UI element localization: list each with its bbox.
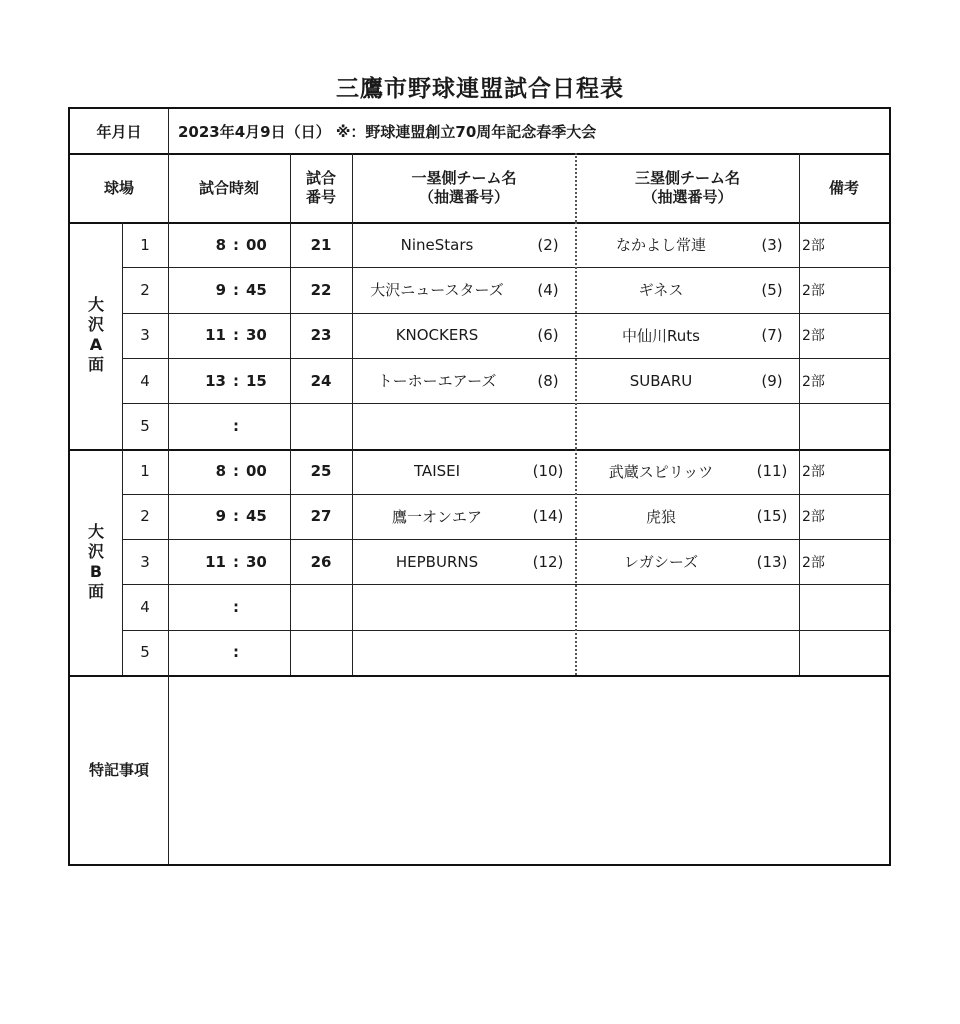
page-title: 三鷹市野球連盟試合日程表: [336, 76, 624, 102]
column-divider: [352, 222, 353, 449]
time-colon: :: [233, 416, 239, 435]
notes-content: [168, 675, 889, 864]
first-team-name: 鷹一オンエア: [391, 507, 482, 526]
header-first-team: [352, 153, 576, 222]
remarks: [802, 630, 882, 675]
first-team-name: トーホーエアーズ: [377, 372, 497, 391]
slot-number: 4: [140, 598, 150, 617]
game-number: [290, 584, 352, 629]
time-hour: 11: [205, 326, 226, 345]
time-colon: :: [233, 552, 239, 571]
third-team-name: なかよし常連: [615, 236, 706, 255]
first-team-name: [352, 584, 522, 629]
third-team-name: ギネス: [638, 281, 684, 300]
field-name-char: B: [89, 561, 103, 581]
header-third-team-line2: （抽選番号）: [642, 187, 733, 206]
time-minute: [246, 584, 286, 629]
first-team-name: [352, 630, 522, 675]
first-team-name: KNOCKERS: [395, 326, 479, 345]
remarks: 2部: [802, 373, 825, 390]
third-team-name: [576, 630, 746, 675]
date-value: 2023年4月9日（日） ※：野球連盟創立70周年記念春季大会: [178, 122, 597, 141]
time-colon: :: [233, 507, 239, 526]
first-team-name: HEPBURNS: [395, 552, 479, 571]
time-minute: 45: [246, 280, 267, 299]
team-separator: [575, 153, 577, 222]
third-team-draw: (11): [756, 462, 788, 481]
slot-number: 1: [140, 462, 150, 481]
column-divider: [290, 222, 291, 449]
time-hour: [178, 403, 226, 448]
field-name-char: A: [89, 335, 103, 355]
slot-number: 5: [140, 416, 150, 435]
time-minute: 00: [246, 235, 267, 254]
game-number: 24: [310, 371, 332, 390]
time-colon: :: [233, 462, 239, 481]
first-team-draw: (6): [537, 326, 559, 345]
first-team-draw: (8): [537, 371, 559, 390]
third-team-draw: (15): [756, 507, 788, 526]
first-team-draw: (2): [537, 235, 559, 254]
field-name: [70, 449, 122, 676]
remarks: 2部: [802, 282, 825, 299]
time-hour: [178, 630, 226, 675]
slot-number: 2: [140, 507, 150, 526]
game-number: 21: [310, 235, 332, 254]
remarks: 2部: [802, 554, 825, 571]
first-team-name: TAISEI: [413, 462, 461, 481]
slot-number: 4: [140, 371, 150, 390]
time-minute: [246, 403, 286, 448]
column-divider: [799, 449, 800, 676]
remarks: [802, 403, 882, 448]
time-hour: [178, 584, 226, 629]
time-colon: :: [233, 235, 239, 254]
time-minute: 45: [246, 507, 267, 526]
time-minute: 30: [246, 326, 267, 345]
first-team-draw: [520, 584, 576, 629]
time-minute: 30: [246, 552, 267, 571]
schedule-table: [68, 107, 891, 866]
first-team-draw: (14): [532, 507, 564, 526]
time-hour: 9: [215, 280, 226, 299]
field-name: [70, 222, 122, 449]
third-team-name: 武蔵スピリッツ: [608, 462, 714, 481]
time-colon: :: [233, 371, 239, 390]
header-time: 試合時刻: [198, 179, 259, 197]
first-team-draw: (12): [532, 552, 564, 571]
third-team-name: 中仙川Ruts: [622, 326, 700, 345]
time-colon: :: [233, 643, 239, 662]
third-team-draw: [744, 584, 800, 629]
slot-number: 3: [140, 552, 150, 571]
header-first-team-line1: 一塁側チーム名: [411, 168, 517, 187]
field-name-char: 大: [87, 521, 104, 541]
header-first-team-line2: （抽選番号）: [418, 187, 509, 206]
column-divider: [290, 449, 291, 676]
column-divider: [799, 153, 800, 222]
time-hour: 11: [205, 552, 226, 571]
third-team-draw: (13): [756, 552, 788, 571]
header-remarks: 備考: [828, 179, 859, 197]
column-divider: [290, 153, 291, 222]
time-minute: 00: [246, 462, 267, 481]
field-name-char: 面: [87, 581, 104, 601]
remarks: 2部: [802, 237, 825, 254]
first-team-draw: (4): [537, 280, 559, 299]
slot-number: 3: [140, 326, 150, 345]
game-number: 25: [310, 462, 332, 481]
slot-number: 5: [140, 643, 150, 662]
game-number: 23: [310, 326, 332, 345]
field-name-char: 沢: [87, 315, 104, 335]
first-team-draw: (10): [532, 462, 564, 481]
field-name-char: 沢: [87, 541, 104, 561]
game-number: 22: [310, 280, 332, 299]
time-colon: :: [233, 326, 239, 345]
game-number: 26: [310, 552, 332, 571]
third-team-draw: (7): [761, 326, 783, 345]
header-field: 球場: [103, 179, 134, 197]
time-minute: 15: [246, 371, 267, 390]
third-team-name: [576, 584, 746, 629]
first-team-name: NineStars: [400, 235, 474, 254]
remarks: [802, 584, 882, 629]
third-team-name: [576, 403, 746, 448]
column-divider: [352, 153, 353, 222]
slot-number: 2: [140, 280, 150, 299]
team-separator: [575, 449, 577, 676]
slot-number: 1: [140, 235, 150, 254]
time-hour: 9: [215, 507, 226, 526]
header-game-no-line1: 試合: [305, 168, 336, 187]
third-team-draw: [744, 630, 800, 675]
team-separator: [575, 222, 577, 449]
game-number: [290, 630, 352, 675]
header-game-no: [290, 153, 352, 222]
time-minute: [246, 630, 286, 675]
column-divider: [168, 153, 169, 222]
column-divider: [168, 109, 169, 153]
header-third-team: [576, 153, 799, 222]
third-team-draw: (9): [761, 371, 783, 390]
column-divider: [168, 449, 169, 676]
remarks: 2部: [802, 328, 825, 345]
time-hour: 13: [205, 371, 226, 390]
header-game-no-line2: 番号: [305, 187, 336, 206]
third-team-name: SUBARU: [629, 371, 693, 390]
column-divider: [799, 222, 800, 449]
third-team-draw: [744, 403, 800, 448]
first-team-draw: [520, 630, 576, 675]
time-hour: 8: [215, 462, 226, 481]
first-team-draw: [520, 403, 576, 448]
column-divider: [168, 675, 169, 864]
third-team-draw: (3): [761, 235, 783, 254]
time-colon: :: [233, 598, 239, 617]
time-colon: :: [233, 280, 239, 299]
field-name-char: 大: [87, 295, 104, 315]
game-number: [290, 403, 352, 448]
date-label: 年月日: [96, 122, 142, 141]
notes-label: 特記事項: [88, 761, 149, 779]
third-team-name: 虎狼: [645, 507, 676, 526]
first-team-name: 大沢ニュースターズ: [370, 281, 504, 300]
third-team-name: レガシーズ: [623, 553, 699, 572]
column-divider: [168, 222, 169, 449]
header-third-team-line1: 三塁側チーム名: [634, 168, 740, 187]
remarks: 2部: [802, 509, 825, 526]
column-divider: [352, 449, 353, 676]
remarks: 2部: [802, 464, 825, 481]
game-number: 27: [310, 507, 332, 526]
first-team-name: [352, 403, 522, 448]
time-hour: 8: [215, 235, 226, 254]
third-team-draw: (5): [761, 280, 783, 299]
field-name-char: 面: [87, 355, 104, 375]
